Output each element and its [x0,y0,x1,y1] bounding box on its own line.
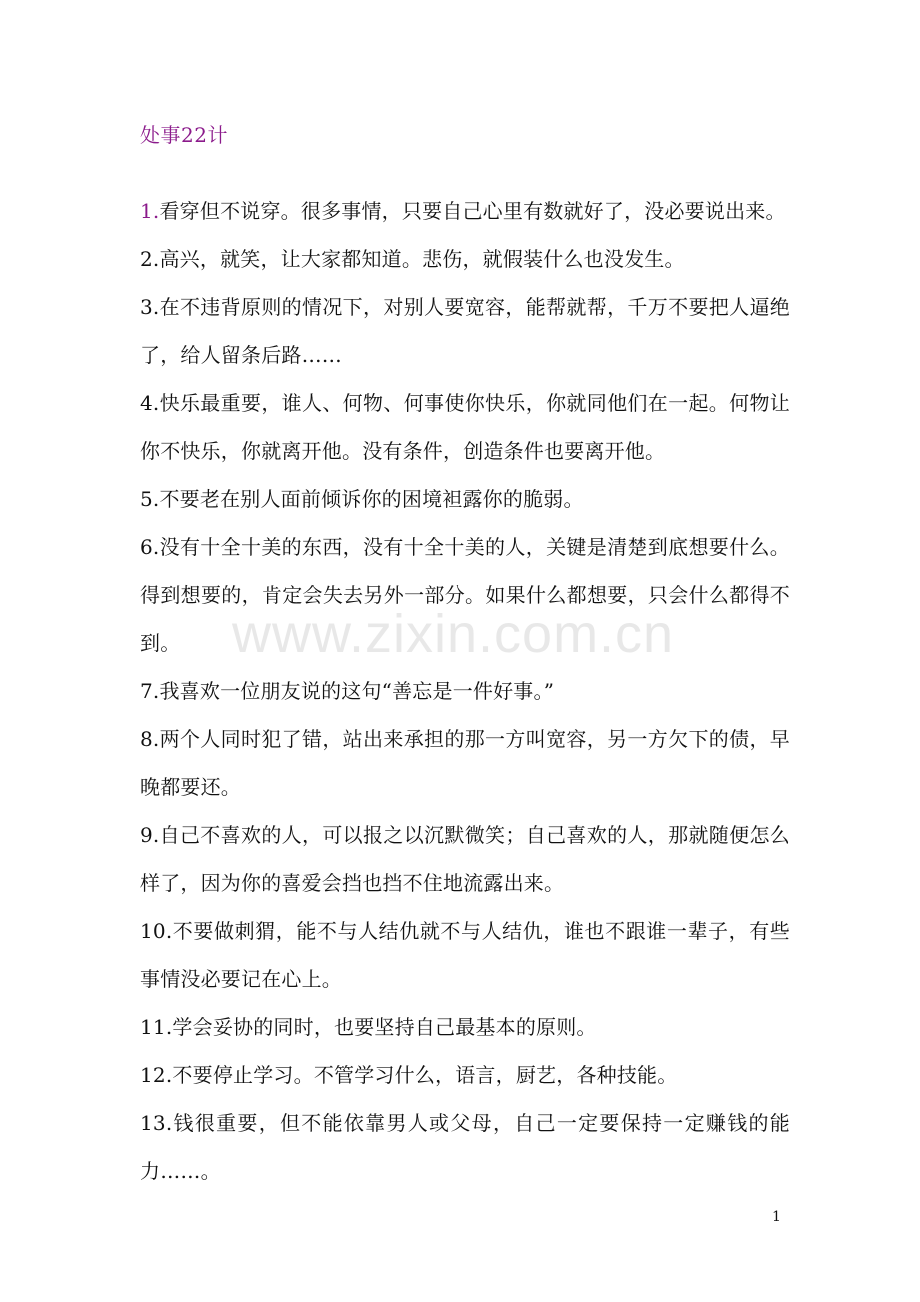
list-item [140,715,790,811]
item-number: 8. [140,727,160,751]
item-number: 1. [140,199,160,223]
item-text: 在不违背原则的情况下，对别人要宽容，能帮就帮，千万不要把人逼绝了，给人留条后路…… [140,295,790,367]
list-item [140,1051,790,1099]
item-text: 看穿但不说穿。很多事情，只要自己心里有数就好了，没必要说出来。 [159,199,786,223]
item-text: 自己不喜欢的人，可以报之以沉默微笑；自己喜欢的人，那就随便怎么样了，因为你的喜爱会挡也挡不住地流露出来。 [140,823,790,895]
item-text: 学会妥协的同时，也要坚持自己最基本的原则。 [172,1015,597,1039]
item-text: 没有十全十美的东西，没有十全十美的人，关键是清楚到底想要什么。得到想要的，肯定会失去另外一部分。如果什么都想要，只会什么都得不到。 [140,535,790,655]
list-item [140,187,790,235]
list-item [140,907,790,1003]
item-text: 钱很重要，但不能依靠男人或父母，自己一定要保持一定赚钱的能力……。 [140,1111,790,1183]
list-item [140,667,790,715]
watermark-text: www.zixin.com.cn [232,604,675,664]
item-number: 10. [140,919,173,943]
item-number: 2. [140,247,160,271]
list-item [140,1099,790,1195]
item-number: 5. [140,487,160,511]
document-title: 处事22计 [140,123,228,147]
list-item [140,1003,790,1051]
page-number: 1 [772,1209,781,1225]
item-text: 高兴，就笑，让大家都知道。悲伤，就假装什么也没发生。 [159,247,685,271]
item-text: 两个人同时犯了错，站出来承担的那一方叫宽容，另一方欠下的债，早晚都要还。 [140,727,790,799]
item-number: 13. [140,1111,173,1135]
list-item [140,379,790,475]
item-number: 4. [140,391,160,415]
item-number: 6. [140,535,160,559]
item-text: 不要做刺猬，能不与人结仇就不与人结仇，谁也不跟谁一辈子，有些事情没必要记在心上。 [140,919,790,991]
list-item [140,523,790,667]
list-item [140,475,790,523]
list-item [140,811,790,907]
document-body [140,187,790,1195]
item-number: 9. [140,823,160,847]
item-number: 7. [140,679,160,703]
list-item [140,235,790,283]
item-text: 快乐最重要，谁人、何物、何事使你快乐，你就同他们在一起。何物让你不快乐，你就离开他。没有条件，创造条件也要离开他。 [140,391,790,463]
item-text: 不要老在别人面前倾诉你的困境袒露你的脆弱。 [159,487,584,511]
item-number: 12. [140,1063,173,1087]
item-text: 不要停止学习。不管学习什么，语言，厨艺，各种技能。 [172,1063,678,1087]
item-text: 我喜欢一位朋友说的这句“善忘是一件好事。” [159,679,555,703]
item-number: 3. [140,295,160,319]
list-item [140,283,790,379]
item-number: 11. [140,1015,173,1039]
